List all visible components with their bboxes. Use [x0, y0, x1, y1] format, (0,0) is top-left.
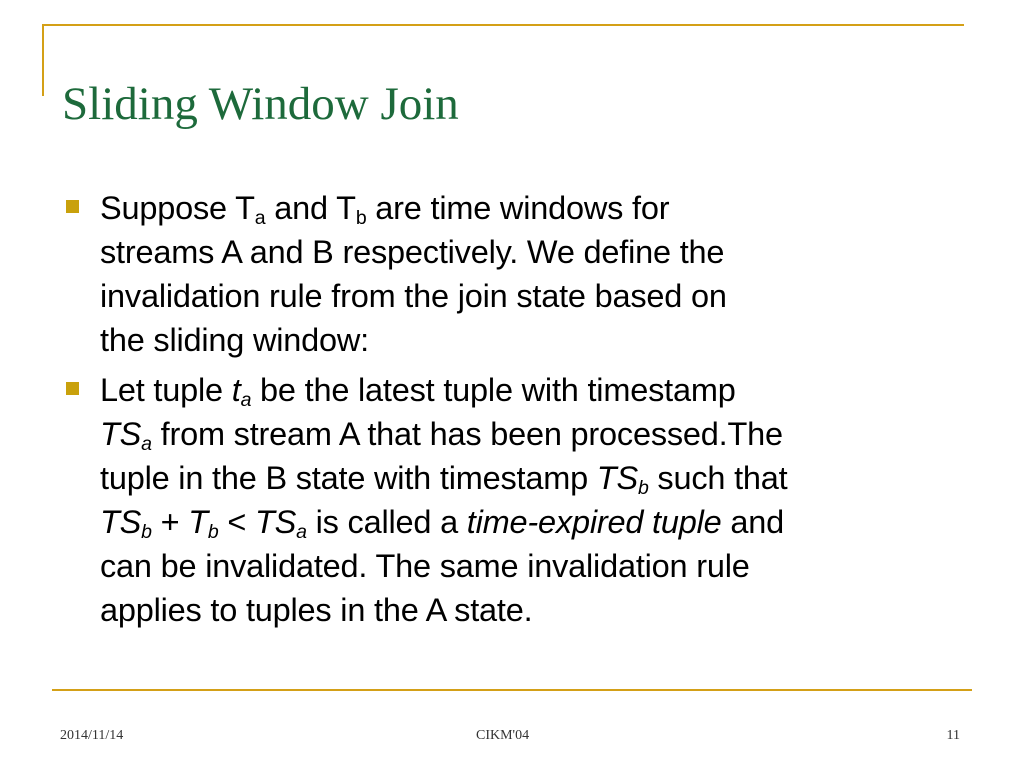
- footer-conference: CIKM'04: [476, 728, 530, 743]
- text-run: from stream A that has been processed.The: [151, 416, 783, 452]
- text-run: streams A and B respectively. We define the: [100, 234, 725, 270]
- bullet-text: [100, 368, 962, 632]
- bullet-item: [62, 368, 962, 632]
- bullet-line: [100, 544, 962, 588]
- bullet-line: [100, 588, 962, 632]
- subscript-text: b: [141, 520, 152, 543]
- bottom-rule: [52, 689, 972, 691]
- text-run: the sliding window:: [100, 322, 369, 358]
- bullet-list: [62, 186, 962, 632]
- text-run: <: [218, 504, 256, 540]
- text-run: TS: [100, 504, 142, 540]
- subscript-text: a: [296, 520, 307, 543]
- left-rule: [42, 24, 44, 96]
- text-run: TS: [596, 460, 638, 496]
- bullet-line: [100, 274, 962, 318]
- text-run: can be invalidated. The same invalidation rule: [100, 548, 750, 584]
- bullet-text: [100, 186, 962, 362]
- slide-title: Sliding Window Join: [62, 78, 459, 130]
- text-run: be the latest tuple with timestamp: [251, 372, 736, 408]
- bullet-line: [100, 500, 962, 544]
- text-run: and T: [265, 190, 356, 226]
- bullet-item: [62, 186, 962, 362]
- bullet-line: [100, 368, 962, 412]
- text-run: invalidation rule from the join state based on: [100, 278, 727, 314]
- text-run: TS: [100, 416, 142, 452]
- text-run: +: [151, 504, 189, 540]
- text-run: is called a: [306, 504, 467, 540]
- text-run: Let tuple: [100, 372, 232, 408]
- page-number: 11: [946, 728, 960, 743]
- footer-date: 2014/11/14: [60, 728, 124, 743]
- bullet-line: [100, 186, 962, 230]
- subscript-text: b: [355, 206, 367, 229]
- bullet-line: [100, 230, 962, 274]
- text-run: and: [721, 504, 784, 540]
- subscript-text: a: [240, 388, 252, 411]
- text-run: Suppose T: [100, 190, 255, 226]
- text-run: such that: [648, 460, 788, 496]
- bullet-line: [100, 412, 962, 456]
- subscript-text: b: [637, 476, 649, 499]
- subscript-text: a: [141, 432, 152, 455]
- subscript-text: a: [254, 206, 266, 229]
- text-run: applies to tuples in the A state.: [100, 592, 533, 628]
- bullet-line: [100, 456, 962, 500]
- square-bullet-icon: [66, 382, 79, 395]
- text-run: T: [188, 504, 208, 540]
- square-bullet-icon: [66, 200, 79, 213]
- text-run: are time windows for: [366, 190, 670, 226]
- text-run: time-expired tuple: [466, 504, 722, 540]
- text-run: TS: [255, 504, 297, 540]
- bullet-line: [100, 318, 962, 362]
- subscript-text: b: [207, 520, 219, 543]
- text-run: t: [231, 372, 241, 408]
- top-rule: [42, 24, 964, 26]
- text-run: tuple in the B state with timestamp: [100, 460, 597, 496]
